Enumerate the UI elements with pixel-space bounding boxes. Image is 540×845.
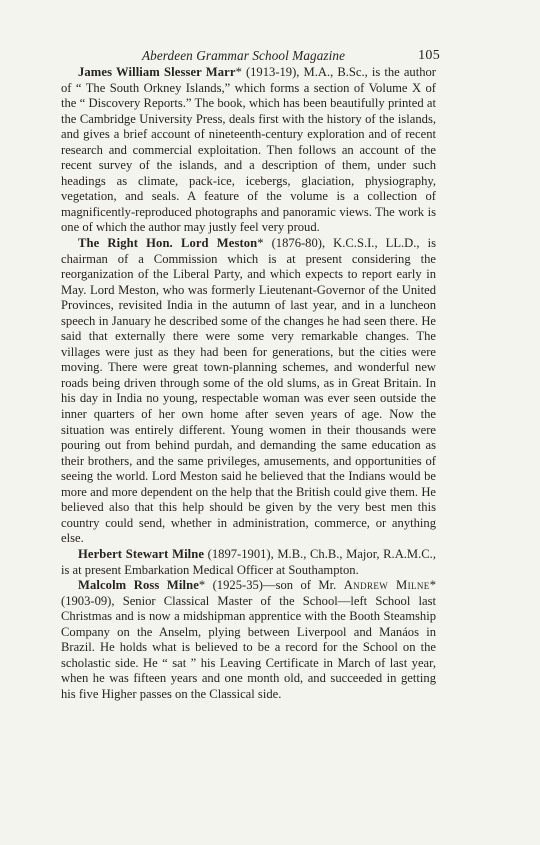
entry-small-caps-name: Andrew Milne: [343, 578, 430, 593]
entry-text: (1897-1901), M.B., Ch.B., Major, R.A.M.C., is at present Embarkation Medical Officer at Southampton.: [61, 546, 436, 577]
entry-text: * (1913-19), M.A., B.Sc., is the author of “ The South Orkney Islands,” which forms a section of Volume X of the “ Discovery Reports.” The book, which has been beautifully printed at the Cambridge University Press, deals first with the history of the islands, and gives a brief account of nineteenth-century exploration and of recent research and commercial exploitation. Then follows an account of the recent survey of the islands, and a description of them, under such headings as climate, pack-ice, icebergs, glaciation, physiography, vegetation, and seals. A feature of the volume is a collection of magnificently-reproduced photographs and panoramic views. The work is one of which the author may justly feel very proud.: [61, 65, 436, 235]
entry-marr: [61, 65, 436, 236]
entry-name: James William Slesser Marr: [78, 65, 236, 79]
page-number: 105: [418, 48, 440, 63]
entry-name: Herbert Stewart Milne: [78, 546, 205, 561]
entry-name: Malcolm Ross Milne: [78, 578, 199, 593]
entry-malcolm-milne: [61, 578, 436, 702]
entry-name: The Right Hon. Lord Meston: [78, 236, 258, 251]
entry-text: * (1925-35)—son of Mr.: [198, 578, 344, 593]
entry-text: * (1876-80), K.C.S.I., LL.D., is chairman of a Commission which is at present considering the reorganization of the Liberal Party, and which expects to report early in May. Lord Meston, who was formerly Lieutenant-Governor of the United Provinces, revisited India in the autumn of last year, and in a luncheon speech in January he described some of the changes he had seen there. He said that externally there were some very remarkable changes. The villages were just as they had been for generations, but the cities were moving. There were great town-planning schemes, and wonderful new roads being driven through some of the old slums, as in Great Britain. In his day in India no young, respectable woman was ever seen outside the inner quarters of her own home after seven years of age. Now the situation was entirely different. Young women in their thousands were pouring out from behind purdah, and demanding the same education as their brothers, and the same privileges, amusements, and opportunities of seeing the world. Lord Meston said he believed that the Indians would be more and more dependent on the help that the British could give them. He believed also that this help should be given by the very best men this country could send, whether in administration, commerce, or anything else.: [61, 236, 436, 546]
entry-herbert-milne: [61, 547, 436, 578]
entry-text: * (1903-09), Senior Classical Master of the School—left School last Christmas and is now a midshipman apprentice with the Booth Steamship Company on the Anselm, plying between Liverpool and Manáos in Brazil. He holds what is believed to be a record for the School on the scholastic side. He “ sat ” his Leaving Certificate in March of last year, when he was fifteen years and one month old, and succeeded in getting his five Higher passes on the Classical side.: [61, 578, 436, 701]
article-body: [61, 65, 436, 702]
journal-title: Aberdeen Grammar School Magazine: [142, 48, 346, 63]
entry-meston: [61, 236, 436, 547]
